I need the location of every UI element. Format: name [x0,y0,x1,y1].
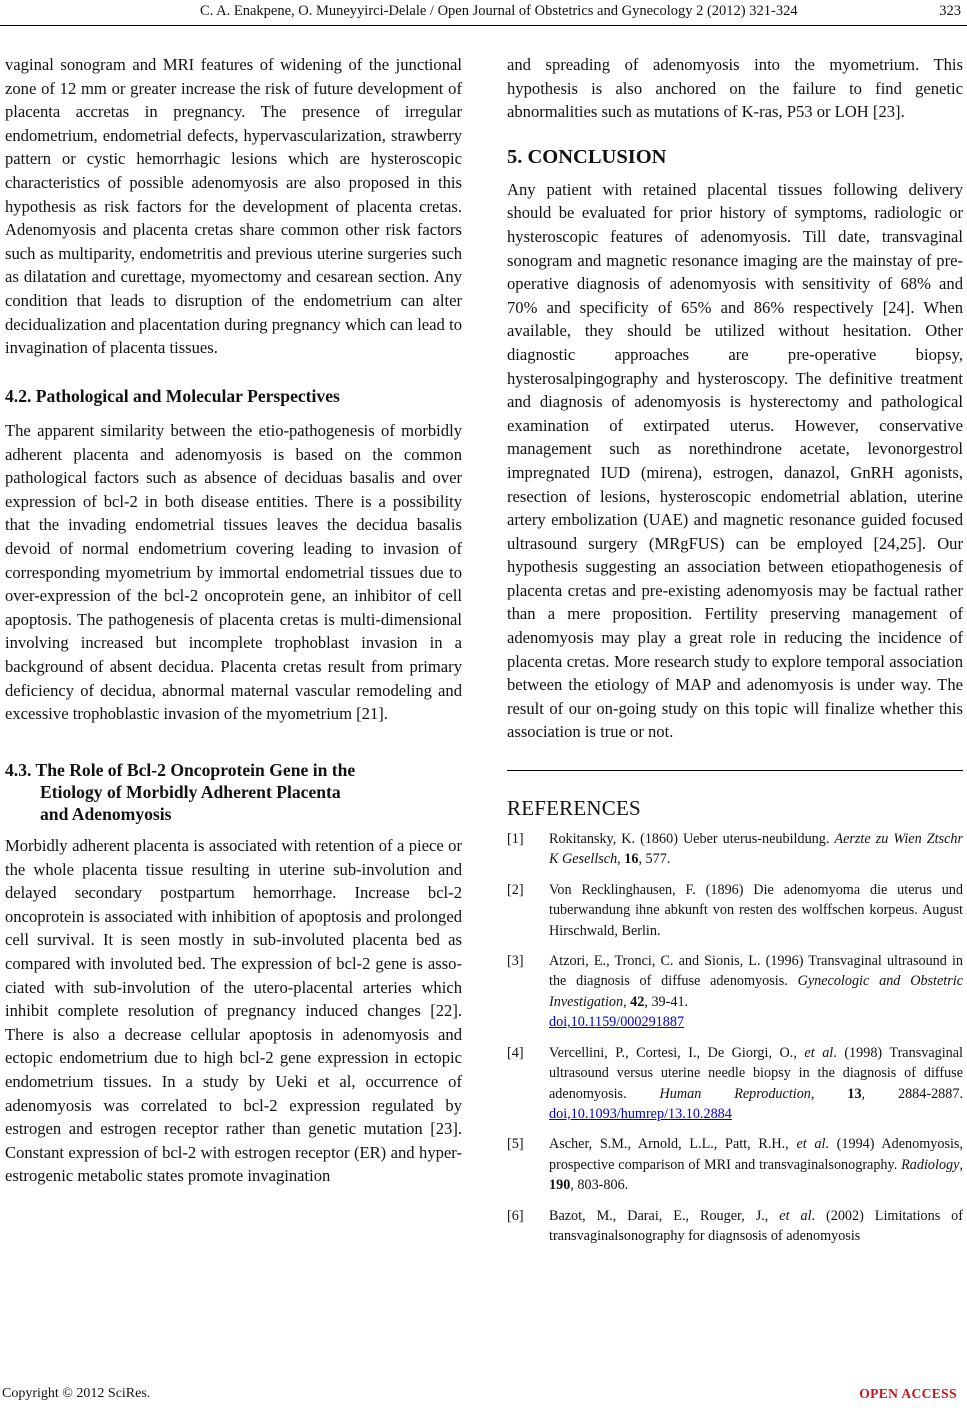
left-column [5,53,462,1188]
references-heading: REFERENCES [507,796,641,821]
open-access-label: OPEN ACCESS [859,1386,957,1401]
copyright-notice: Copyright © 2012 SciRes. [2,1386,151,1401]
continued-paragraph: and spreading of adenomyosis into the myometrium. This hypothesis is also anchored on the failure to find genetic abnormalities such as mutations of K-ras, P53 or LOH [23]. [507,55,963,122]
reference-item: [2] Von Recklinghausen, F. (1896) Die adenomyoma die uterus und tuberwandung ihne abkunft von resten des wolffschen korpeus. August Hirschwald, Berlin. [507,881,963,939]
page-number: 323 [939,3,961,19]
paragraph-4-2: The apparent similarity between the etio-pathogenesis of morbidly adherent placenta and adenomyosis is based on the common pathological factors such as absence of deciduas basalis and over expression of bcl-2 in both disease entities. There is a possibility that the invading endometrial tissues leaves the decidua basalis devoid of normal endometrium covering leading to invasion of corresponding myometrium by immortal endometrial tissues due to over-expression of the bcl-2 oncoprotein gene, an inhibitor of cell apoptosis. The pathogenesis of placenta cretas is multi-dimensional involving increased but incomplete trophoblast invasion in a background of absent decidua. Placenta cretas result from primary deficiency of decidua, abnormal maternal vascular remodeling and excessive trophoblastic invasion of the myometrium [21]. [5,421,462,724]
reference-journal: Gynecologic and Obstetric Investigation [549,973,963,1010]
section-heading-4-3 [5,759,462,825]
reference-volume: 42 [630,993,645,1010]
reference-item: [5] Ascher, S.M., Arnold, L.L., Patt, R.H., et al. (1994) Adenomyosis, prospective comparison of MRI and transvaginalsonography. Radiology, 190, 803-806. [507,1136,963,1194]
intro-paragraph: vaginal sonogram and MRI features of widening of the junctional zone of 12 mm or greater increase the risk of future development of placenta accretas in pregnancy. The presence of irregular endometrium, endometrial defects, hypervascularization, strawberry pattern or cystic hemorrhagic lesions which are hysteroscopic characteristics of possible adenomyosis are also proposed in this hypothesis as risk factors for the development of placenta cretas. Adenomyosis and placenta cretas share common other risk factors such as multiparity, endometritis and previous uterine surgeries such as dilatation and curettage, myomectomy and cesarean section. Any condition that leads to disruption of the endometrium can alter decidualization and placentation during pregnancy which can lead to invagination of placenta tissues. [5,55,462,358]
right-column [507,53,963,1246]
header-rule [0,25,967,26]
reference-volume: 190 [549,1177,571,1194]
section-heading-4-2: 4.2. Pathological and Molecular Perspectives [5,386,340,406]
reference-doi-link[interactable]: doi,10.1159/000291887 [549,1014,685,1031]
reference-item: [6] Bazot, M., Darai, E., Rouger, J., et al. (2002) Limitations of transvaginalsonography for diagnsosis of adenomyosis [507,1207,963,1244]
conclusion-paragraph: Any patient with retained placental tissues following delivery should be evaluated for prior history of symptoms, radiologic or hysteroscopic features of adenomyosis. Till date, transvaginal sonogram and magnetic resonance imaging are the mainstay of pre-operative diagnosis of adenomyosis with sensitivity of 68% and 70% and specificity of 65% and 86% respectively [24]. When available, they should be utilized without hesitation. Other diagnostic approaches are pre-operative biopsy, hysterosalpingography and hysteroscopy. The definitive treatment and diagnosis of adenomyosis is hysterectomy and pathological examination of extirpated uterus. However, conservative management such as norethindrone acetate, levonorgestrol impregnated IUD (mirena), estrogen, danazol, GnRH agonists, resection of lesions, hysteroscopic endometrial ablation, uterine artery embolization (UAE) and magnetic resonance guided focused ultrasound surgery (MRgFUS) can be employed [24,25]. Our hypothesis suggesting an association between etiopathogenesis of placenta cretas and pre-existing adenomyosis may be factual rather than a mere proposition. Fertility preserving management of adenomyosis may play a great role in reducing the incidence of placenta cretas. More research study to explore temporal association between the etiology of MAP and adenomyosis is under way. The result of our on-going study on this topic will finalize whether this association is true or not. [507,179,963,742]
reference-volume: 13 [847,1085,862,1102]
reference-doi-link[interactable]: doi,10.1093/humrep/13.10.2884 [549,1105,732,1122]
heading-4-3-line-2: Etiology of Morbidly Adherent Placenta [40,782,341,802]
heading-4-3-line-1: 4.3. The Role of Bcl-2 Oncoprotein Gene in the [5,760,356,780]
paragraph-4-3: Morbidly adherent placenta is associated with retention of a piece or the whole placenta tissue resulting in uterine sub-involution and delayed secondary postpartum hemorrhage. Increase bcl-2 oncoprotein is associated with inhibition of apoptosis and prolonged cell survival. It is seen mostly in sub-involuted placenta bed as compared with involuted bed. The expression of bcl-2 gene is associated with sub-involution of the utero-placental arteries which inhibit complete resolution of pregnancy induced changes [22]. There is also a decrease cellular apoptosis in adenomyosis and ectopic endometrium due to high bcl-2 gene expression in ectopic endometrium tissues. In a study by Ueki et al, occurrence of adenomyosis was correlated to bcl-2 expression regulated by estrogen and estrogen receptor rather than genetic mutation [23]. Constant expression of bcl-2 with estrogen receptor (ER) and hyper-estrogenic metabolic states promote invagination [5,836,462,1186]
page-footer [0,1382,967,1406]
journal-citation: C. A. Enakpene, O. Muneyyirci-Delale / Open Journal of Obstetrics and Gynecology 2 (2012) 321-324 [200,3,798,19]
reference-volume: 16 [624,851,639,868]
running-header [0,0,967,22]
reference-journal: Human Reproduction [659,1085,811,1102]
section-heading-conclusion: 5. CONCLUSION [507,145,667,168]
reference-item: [3] Atzori, E., Tronci, C. and Sionis, L. (1996) Transvaginal ultrasound in the diagnosis of diffuse adenomyosis. Gynecologic and Obstetric Investigation, 42, 39-41. doi,10.1159/000291887 [507,953,963,1031]
heading-4-3-line-3: and Adenomyosis [40,804,172,824]
reference-item: [1] Rokitansky, K. (1860) Ueber uterus-neubildung. Aerzte zu Wien Ztschr K Gesellsch, 16, 577. [507,831,963,868]
reference-journal: Aerzte zu Wien Ztschr K Gesellsch [549,831,963,868]
reference-journal: Radiology [901,1156,960,1173]
reference-item: [4] Vercellini, P., Cortesi, I., De Giorgi, O., et al. (1998) Transvaginal ultrasound versus uterine needle biopsy in the diagnosis of diffuse adenomyosis. Human Reproduction, 13, 2884-2887. doi,10.1093/humrep/13.10.2884 [507,1044,963,1122]
